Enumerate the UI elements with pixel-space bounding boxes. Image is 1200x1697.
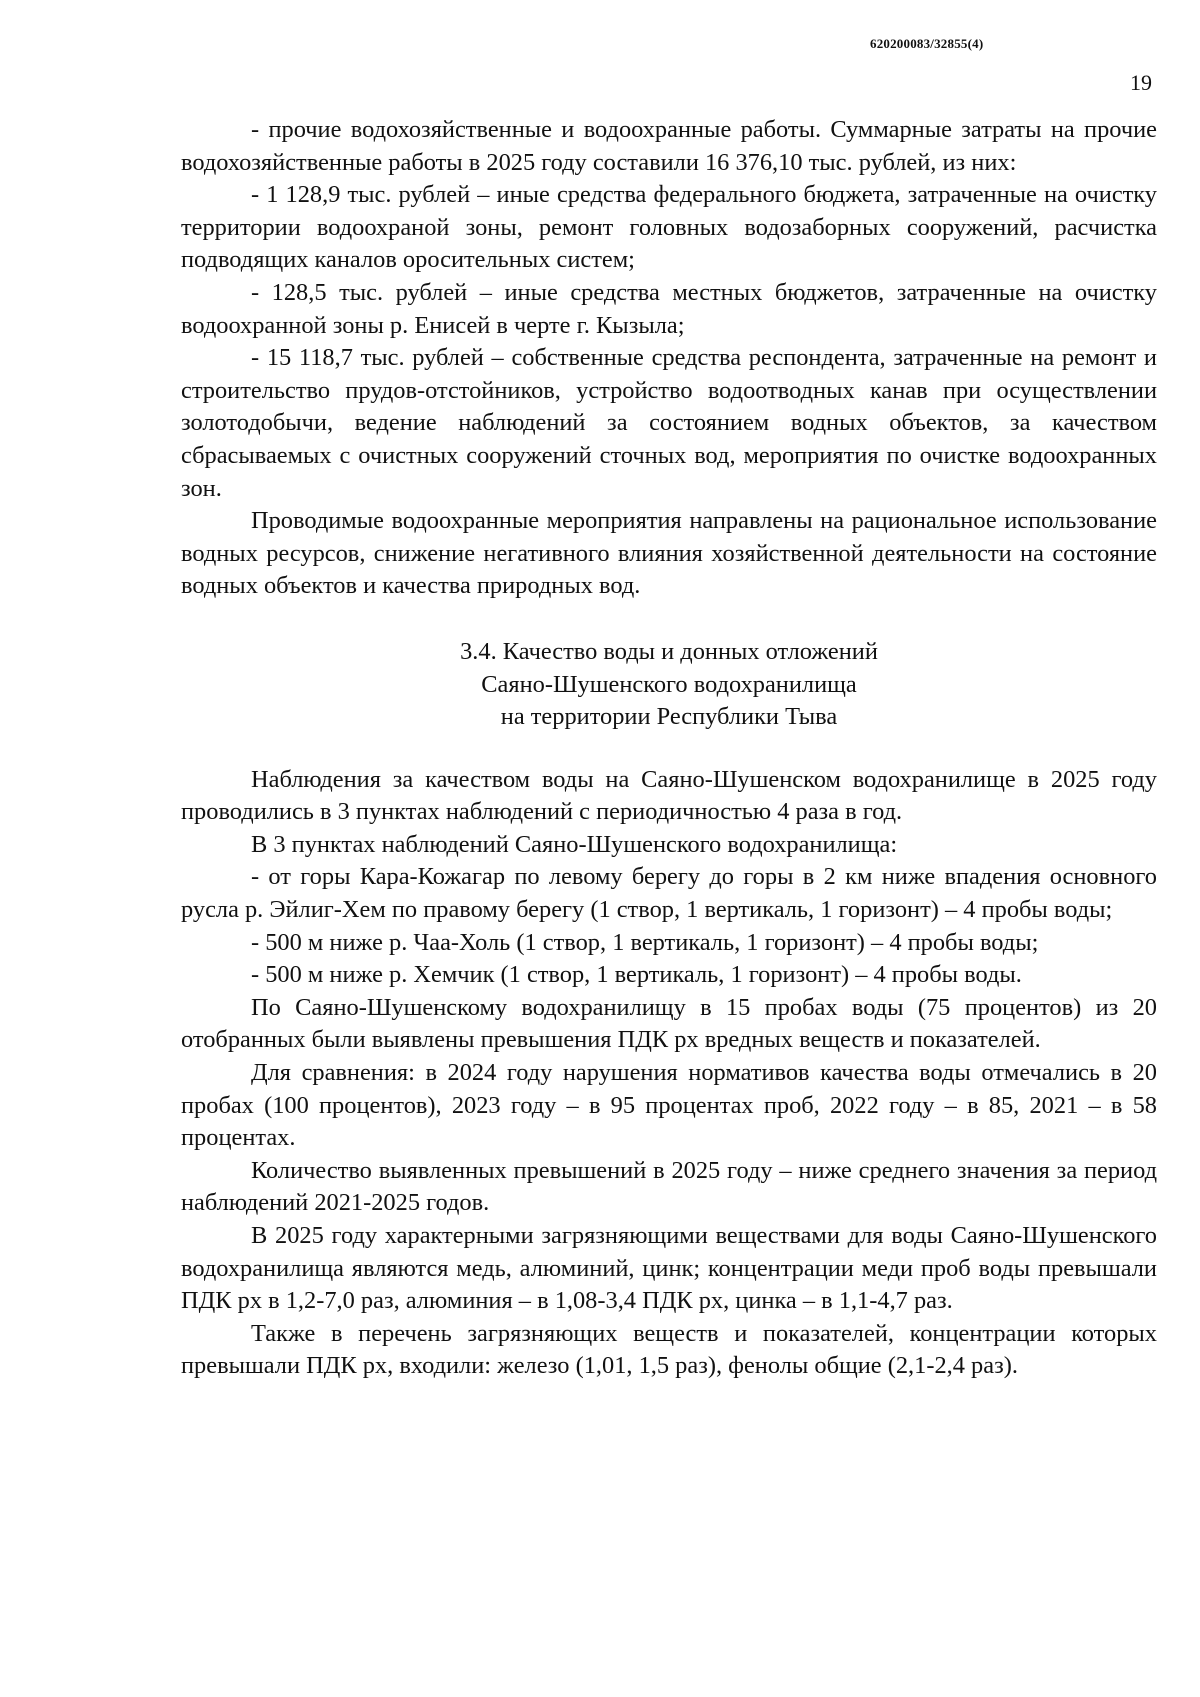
paragraph: Количество выявленных превышений в 2025 году – ниже среднего значения за период наблюдений 2021-2025 годов. <box>181 1156 1157 1217</box>
paragraph: По Саяно-Шушенскому водохранилищу в 15 пробах воды (75 процентов) из 20 отобранных были выявлены превышения ПДК рх вредных веществ и показателей. <box>181 993 1157 1054</box>
section-heading-line: Саяно-Шушенского водохранилища <box>481 670 857 698</box>
section-heading-line: 3.4. Качество воды и донных отложений <box>460 637 878 665</box>
paragraph: В 3 пунктах наблюдений Саяно-Шушенского водохранилища: <box>251 830 898 858</box>
paragraph: В 2025 году характерными загрязняющими веществами для воды Саяно-Шушенского водохранилища являются медь, алюминий, цинк; концентрации меди проб воды превышали ПДК рх в 1,2-7,0 раз, алюминия – в 1,08-3,4 ПДК рх, цинка – в 1,1-4,7 раз. <box>181 1222 1157 1315</box>
paragraph: - 15 118,7 тыс. рублей – собственные средства респондента, затраченные на ремонт и строительство прудов-отстойников, устройство водоотводных канав при осуществлении золотодобычи, ведение наблюдений за состоянием водных объектов, за качеством сбрасываемых с очистных сооружений сточных вод, мероприятия по очистке водоохранных зон. <box>181 344 1157 502</box>
section-heading-line: на территории Республики Тыва <box>500 703 838 731</box>
paragraph: - прочие водохозяйственные и водоохранные работы. Суммарные затраты на прочие водохозяйственные работы в 2025 году составили 16 376,10 тыс. рублей, из них: <box>181 116 1157 176</box>
paragraph: - 128,5 тыс. рублей – иные средства местных бюджетов, затраченные на очистку водоохранной зоны р. Енисей в черте г. Кызыла; <box>181 278 1157 339</box>
document-id: 620200083/32855(4) <box>870 36 984 51</box>
section-heading <box>181 636 1157 734</box>
paragraph: - 500 м ниже р. Хемчик (1 створ, 1 вертикаль, 1 горизонт) – 4 пробы воды. <box>251 961 1022 989</box>
paragraph: - 500 м ниже р. Чаа-Холь (1 створ, 1 вертикаль, 1 горизонт) – 4 пробы воды; <box>251 928 1039 956</box>
page-number: 19 <box>1130 70 1152 95</box>
document-body <box>181 114 1157 1383</box>
paragraph: Для сравнения: в 2024 году нарушения нормативов качества воды отмечались в 20 пробах (100 процентов), 2023 году – в 95 процентах проб, 2022 году – в 85, 2021 – в 58 процентах. <box>181 1059 1157 1152</box>
paragraph: Наблюдения за качеством воды на Саяно-Шушенском водохранилище в 2025 году проводились в 3 пунктах наблюдений с периодичностью 4 раза в год. <box>181 765 1157 826</box>
paragraph: Проводимые водоохранные мероприятия направлены на рациональное использование водных ресурсов, снижение негативного влияния хозяйственной деятельности на состояние водных объектов и качества природных вод. <box>181 507 1157 600</box>
paragraph: Также в перечень загрязняющих веществ и показателей, концентрации которых превышали ПДК рх, входили: железо (1,01, 1,5 раз), фенолы общие (2,1-2,4 раз). <box>181 1319 1157 1380</box>
paragraph: - от горы Кара-Кожагар по левому берегу до горы в 2 км ниже впадения основного русла р. Эйлиг-Хем по правому берегу (1 створ, 1 вертикаль, 1 горизонт) – 4 пробы воды; <box>181 863 1157 924</box>
paragraph: - 1 128,9 тыс. рублей – иные средства федерального бюджета, затраченные на очистку территории водоохраной зоны, ремонт головных водозаборных сооружений, расчистка подводящих каналов оросительных систем; <box>181 181 1157 274</box>
